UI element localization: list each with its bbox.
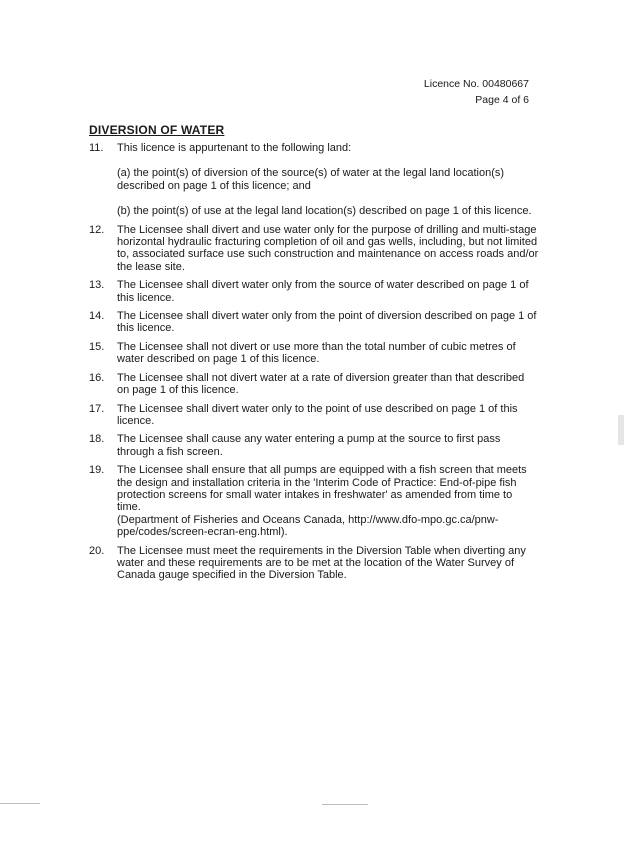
condition-sub-clause: (a) the point(s) of diversion of the source(s) of water at the legal land location(s) described on page 1 of this licence; and [117,167,505,192]
condition-text: This licence is appurtenant to the following land: [117,142,352,154]
condition-text: The Licensee shall not divert water at a rate of diversion greater than that described on page 1 of this licence. [117,371,525,397]
condition-item [89,464,539,538]
condition-reference-note: (Department of Fisheries and Oceans Canada, http://www.dfo-mpo.gc.ca/pnw-ppe/codes/screen-ecran-eng.html). [117,513,499,539]
condition-text: The Licensee shall divert water only from the point of diversion described on page 1 of this licence. [117,310,537,335]
condition-text: The Licensee must meet the requirements in the Diversion Table when diverting any water and these requirements are to be met at the location of the Water Survey of Canada gauge specified in the Diversion Table. [117,544,526,582]
condition-number: 19. [89,464,105,477]
condition-item [89,403,539,428]
condition-number: 20. [89,544,105,557]
condition-number: 16. [89,371,105,384]
condition-number: 15. [89,340,105,353]
condition-item [89,279,539,304]
condition-number: 13. [89,279,105,292]
condition-number: 11. [89,142,104,154]
condition-item [89,310,539,335]
page-number: Page 4 of 6 [475,94,529,106]
condition-text: The Licensee shall not divert or use more than the total number of cubic metres of water described on page 1 of this licence. [117,340,516,366]
condition-item [89,224,539,274]
condition-item [89,341,539,366]
condition-number: 18. [89,433,105,446]
condition-text: The Licensee shall cause any water entering a pump at the source to first pass through a fish screen. [117,433,501,458]
section-title: DIVERSION OF WATER [89,123,225,137]
condition-item [89,433,539,458]
licence-number: Licence No. 00480667 [423,78,529,90]
condition-sub-clause: (b) the point(s) of use at the legal land location(s) described on page 1 of this licence. [117,205,532,218]
condition-text: The Licensee shall divert water only from the source of water described on page 1 of this licence. [117,279,529,304]
scan-artifact [322,804,368,805]
condition-text: The Licensee shall divert and use water only for the purpose of drilling and multi-stage horizontal hydraulic fracturing completion of oil and gas wells, including, but not limited to, associated surface use such construction and maintenance on access roads and/or the lease site. [117,223,539,273]
condition-item [89,142,539,218]
condition-item [89,545,539,582]
conditions-list [89,142,539,588]
condition-number: 12. [89,223,105,236]
condition-number: 14. [89,310,105,323]
scan-artifact [0,803,40,804]
condition-number: 17. [89,402,105,415]
page-header [424,76,529,108]
condition-text: The Licensee shall divert water only to the point of use described on page 1 of this licence. [117,402,518,427]
condition-item [89,372,539,397]
scan-artifact [618,415,624,445]
condition-text: The Licensee shall ensure that all pumps are equipped with a fish screen that meets the design and installation criteria in the 'Interim Code of Practice: End-of-pipe fish protection screens for small water intakes in freshwater' as amended from time to time. [117,464,527,514]
